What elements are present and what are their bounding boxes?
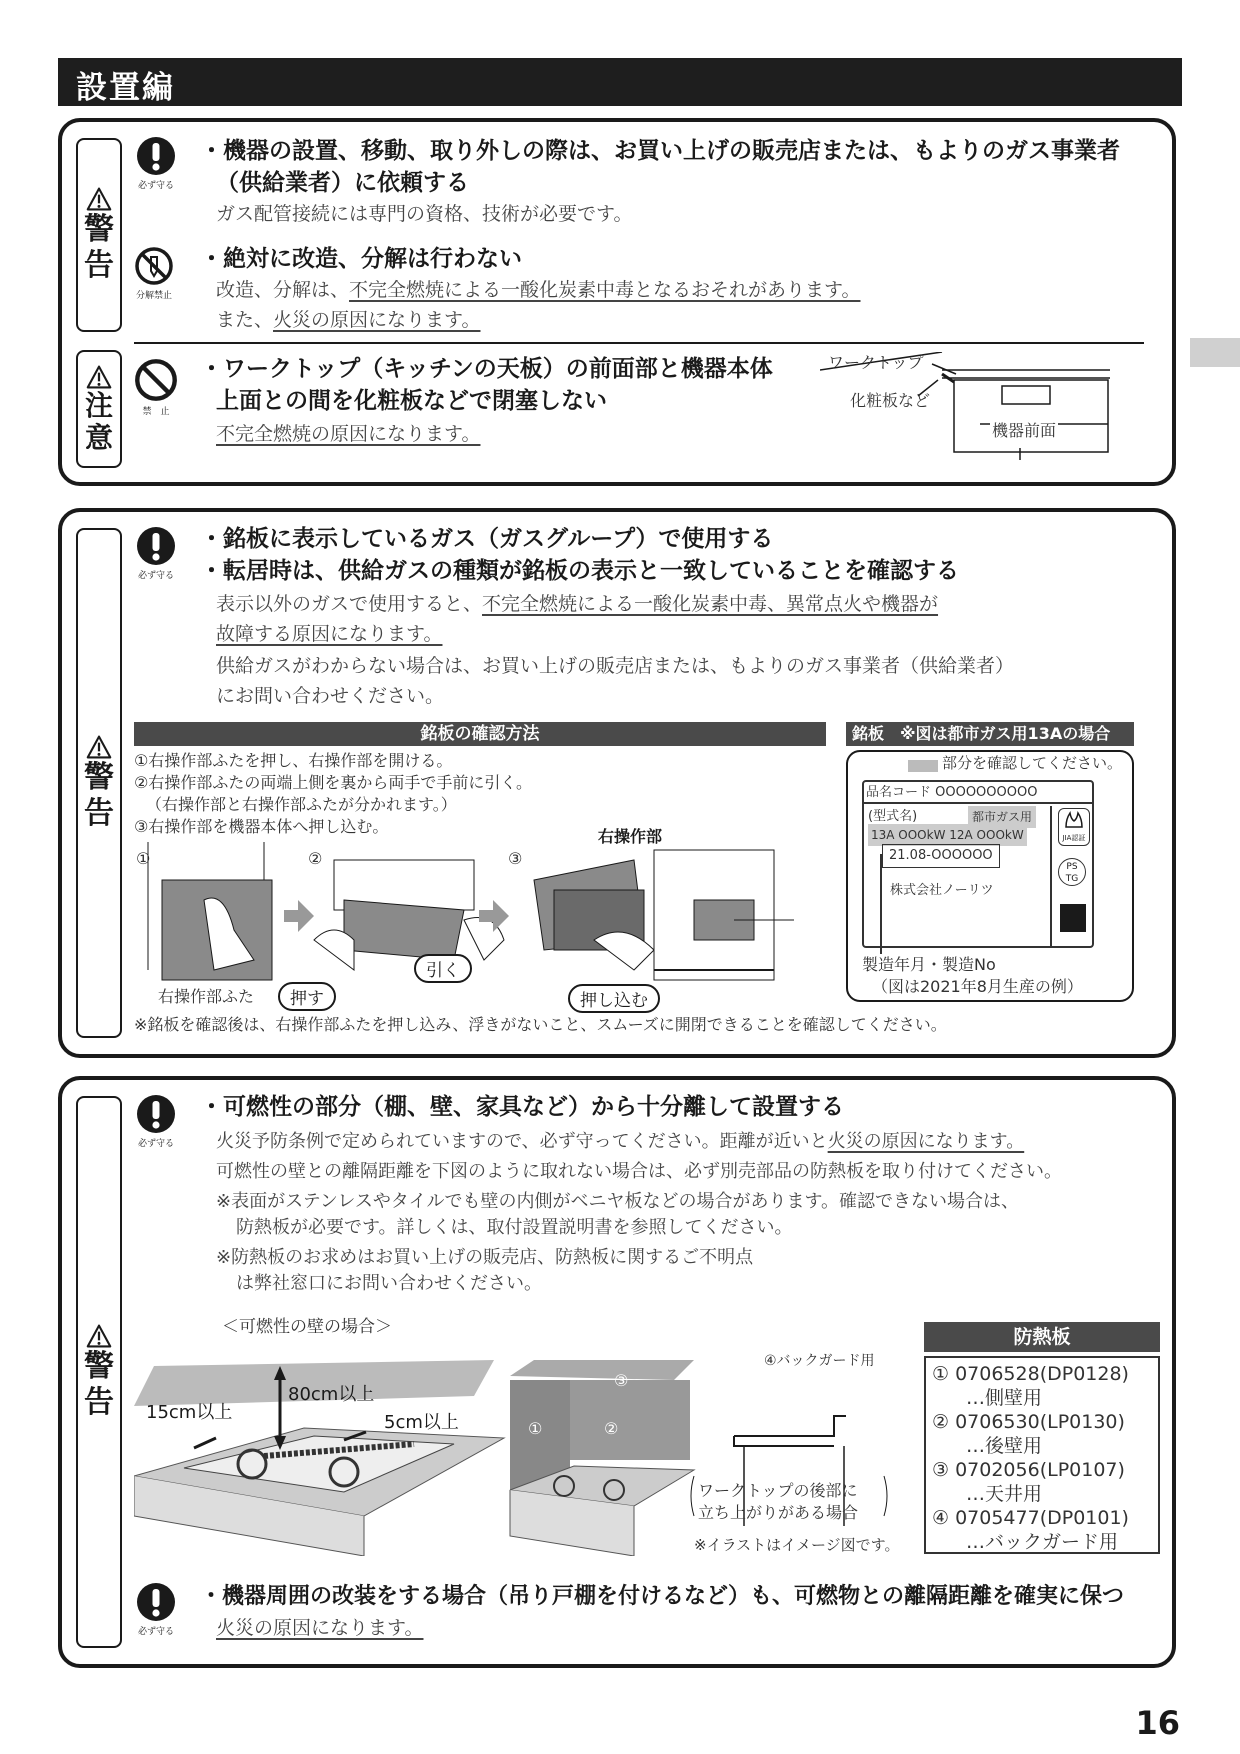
label-cover: 右操作部ふた (158, 987, 255, 1006)
diagram-label-worktop: ワークトップ (828, 353, 924, 372)
warning-triangle-icon (86, 734, 112, 760)
illustration-note: ※イラストはイメージ図です。 (694, 1536, 900, 1554)
index-tab (1190, 338, 1240, 367)
must-icon: 必ず守る (136, 1582, 176, 1637)
divider (134, 342, 1144, 344)
warning-label-3: 警 告 (76, 1096, 122, 1648)
board-num: ① (528, 1419, 543, 1438)
dim-side: 15cm以上 (146, 1402, 233, 1423)
step-num: ② (308, 849, 323, 868)
page-number: 16 (1135, 1704, 1180, 1742)
board-num: ③ (614, 1371, 629, 1390)
warning-heading-install-2: （供給業者）に依頼する (216, 170, 469, 196)
method-title-bar: 銘板の確認方法 (134, 722, 826, 746)
warning-triangle-icon (86, 186, 112, 212)
section-title: 設置編 (76, 70, 175, 106)
prohibit-icon: 禁 止 (134, 358, 178, 417)
caution-heading: ・ワークトップ（キッチンの天板）の前面部と機器本体 (200, 356, 773, 382)
wall-title: ＜可燃性の壁の場合＞ (222, 1317, 392, 1337)
diagram-label-front: 機器前面 (992, 421, 1057, 440)
section-header (58, 58, 1182, 106)
maker-logo (1060, 904, 1086, 932)
warning-heading-modify: ・絶対に改造、分解は行わない (200, 246, 522, 272)
must-icon: 必ず守る (136, 136, 176, 191)
diagram-label-panel: 化粧板など (850, 391, 931, 410)
label-push: 押す (278, 982, 336, 1011)
board-num: ② (604, 1419, 619, 1438)
nameplate-title-bar: 銘板 ※図は都市ガス用13Aの場合 (846, 722, 1134, 746)
heat-board-title: 防熱板 (924, 1322, 1160, 1352)
caution-triangle-icon (86, 364, 112, 390)
dim-back: 5cm以上 (384, 1412, 459, 1433)
nameplate-footnote: ※銘板を確認後は、右操作部ふたを押し込み、浮きがないこと、スムーズに開閉できることを確認してください。 (134, 1015, 947, 1034)
caution-label: 注 意 (76, 350, 122, 468)
label-pull: 引く (414, 954, 472, 983)
dim-top: 80cm以上 (288, 1384, 375, 1405)
warning-label-2: 警 告 (76, 528, 122, 1038)
warning-label: 警 告 (76, 138, 122, 332)
backguard-label: ④バックガード用 (764, 1353, 875, 1369)
must-icon: 必ず守る (136, 1094, 176, 1149)
warning-heading-install: ・機器の設置、移動、取り外しの際は、お買い上げの販売店または、もよりのガス事業者 (200, 138, 1120, 164)
no-disassemble-icon: 分解禁止 (134, 246, 174, 301)
label-unit: 右操作部 (598, 827, 663, 846)
clearance-diagram (134, 1346, 914, 1556)
flame-icon (1063, 809, 1085, 829)
jia-mark: JIA認証 (1058, 808, 1090, 846)
heat-board-list: ① 0706528(DP0128) …側壁用 ② 0706530(LP0130) …後壁用 ③ 0702056(LP0107) …天井用 ④ 0705477(DP0101) …バックガード用 (924, 1356, 1160, 1554)
must-icon: 必ず守る (136, 526, 176, 581)
step-num: ③ (508, 849, 523, 868)
step-num: ① (136, 849, 151, 868)
label-push-in: 押し込む (568, 984, 660, 1013)
check-swatch (908, 760, 938, 772)
ps-tg-mark: PS TG (1058, 858, 1086, 886)
warning-triangle-icon (86, 1323, 112, 1349)
caution-heading-2: 上面との間を化粧板などで閉塞しない (216, 388, 607, 414)
step-illustrations (134, 840, 834, 1010)
